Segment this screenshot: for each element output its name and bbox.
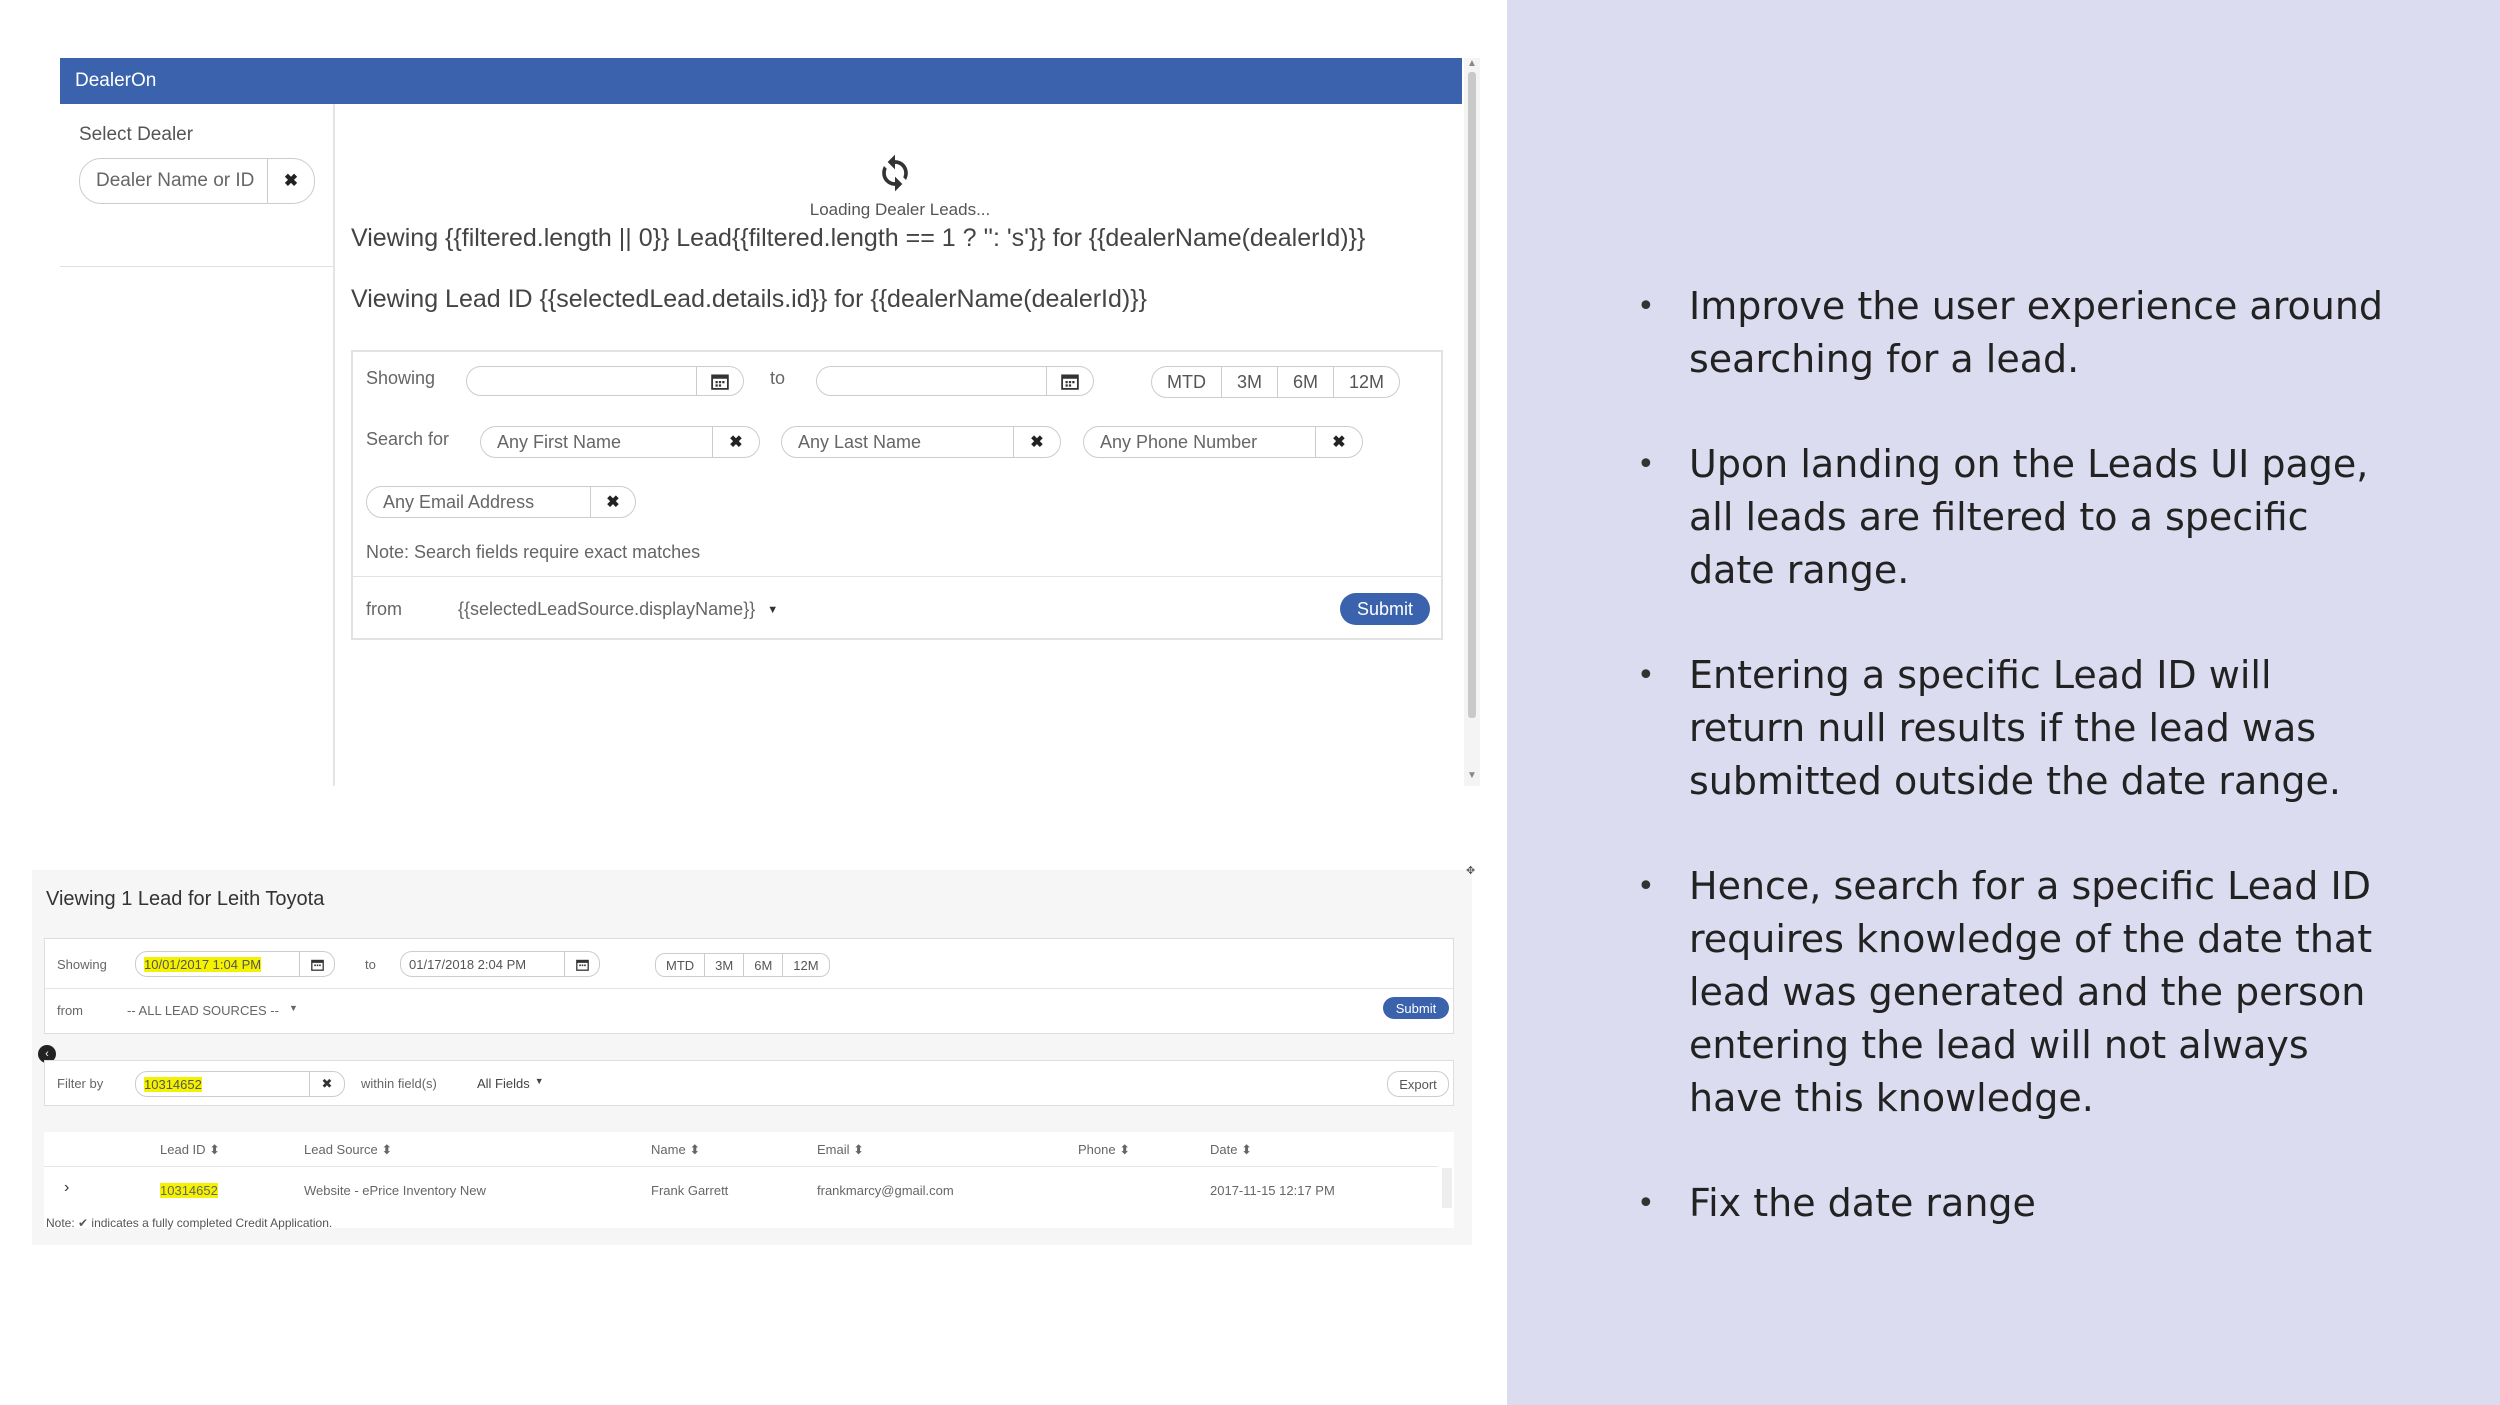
dealer-search-input[interactable]: Dealer Name or ID	[96, 170, 255, 191]
collapse-chevron-icon[interactable]: ‹	[38, 1045, 56, 1063]
viewing-leads-heading: Viewing {{filtered.length || 0}} Lead{{filtered.length == 1 ? '': 's'}} for {{dealerName(dealerId)}}	[351, 224, 1366, 252]
notes-panel	[1507, 0, 2500, 1405]
calendar-icon[interactable]	[1046, 367, 1093, 395]
showing-label: Showing	[366, 368, 436, 388]
phone-field[interactable]	[1083, 426, 1363, 458]
last-name-field[interactable]	[781, 426, 1061, 458]
clear-dealer-button[interactable]: ✖	[267, 159, 314, 203]
dealer-sidebar	[60, 104, 335, 786]
cell-date: 2017-11-15 12:17 PM	[1210, 1183, 1335, 1198]
end-date-value[interactable]: 01/17/2018 2:04 PM	[409, 956, 527, 972]
lead-source-value: -- ALL LEAD SOURCES --	[127, 1003, 279, 1018]
fields-value: All Fields	[477, 1076, 530, 1091]
note-item: • Fix the date range	[1637, 1177, 2397, 1230]
to-label: to	[770, 368, 786, 388]
exact-match-note: Note: Search fields require exact matches	[366, 542, 701, 562]
filter-divider	[45, 988, 1453, 989]
sort-icon: ⬍	[689, 1142, 701, 1157]
scroll-up-icon[interactable]: ▲	[1467, 58, 1477, 69]
clear-first-name-button[interactable]: ✖	[712, 427, 759, 457]
cell-lead-source: Website - ePrice Inventory New	[304, 1183, 486, 1198]
clear-filter-button[interactable]: ✖	[309, 1072, 344, 1096]
export-button[interactable]: Export	[1387, 1071, 1449, 1097]
caret-down-icon: ▼	[767, 603, 779, 616]
clear-phone-button[interactable]: ✖	[1315, 427, 1362, 457]
end-date-field[interactable]	[400, 951, 600, 977]
showing-label: Showing	[57, 957, 107, 972]
date-range-buttons	[1151, 366, 1400, 398]
range-mtd-button[interactable]: MTD	[1167, 371, 1206, 392]
caret-down-icon: ▼	[534, 1076, 544, 1086]
first-name-input[interactable]: Any First Name	[497, 431, 622, 452]
range-mtd-button[interactable]: MTD	[666, 957, 695, 973]
dealer-leads-screenshot	[60, 58, 1480, 786]
range-3m-button[interactable]: 3M	[704, 954, 743, 976]
results-title: Viewing 1 Lead for Leith Toyota	[46, 888, 325, 910]
note-item: • Upon landing on the Leads UI page, all leads are filtered to a specific date range.	[1637, 438, 2397, 597]
refresh-icon	[873, 151, 917, 195]
calendar-icon[interactable]	[299, 952, 334, 976]
note-item: • Entering a specific Lead ID will return null results if the lead was submitted outside the date range.	[1637, 649, 2397, 808]
col-lead-source[interactable]: Lead Source ⬍	[304, 1142, 393, 1157]
range-6m-button[interactable]: 6M	[743, 954, 782, 976]
lead-results-screenshot	[32, 865, 1476, 1245]
first-name-field[interactable]	[480, 426, 760, 458]
date-range-buttons	[655, 953, 830, 977]
lead-source-value: {{selectedLeadSource.displayName}}	[458, 599, 756, 619]
cell-name: Frank Garrett	[651, 1183, 729, 1198]
viewing-lead-id-heading: Viewing Lead ID {{selectedLead.details.id}} for {{dealerName(dealerId)}}	[351, 285, 1147, 313]
scroll-down-icon[interactable]: ▼	[1467, 770, 1477, 781]
table-row[interactable]	[44, 1168, 1438, 1208]
filter-by-box	[44, 1060, 1454, 1106]
range-3m-button[interactable]: 3M	[1221, 367, 1277, 397]
fields-dropdown[interactable]	[477, 1076, 544, 1091]
lead-source-dropdown[interactable]	[458, 599, 778, 620]
last-name-input[interactable]: Any Last Name	[798, 431, 922, 452]
dealer-search-field[interactable]	[79, 158, 315, 204]
email-input[interactable]: Any Email Address	[383, 491, 535, 512]
submit-button[interactable]: Submit	[1340, 593, 1430, 625]
credit-app-note: Note: ✔ indicates a fully completed Credit Application.	[46, 1216, 333, 1230]
vertical-scrollbar[interactable]	[1464, 58, 1480, 786]
results-table	[44, 1132, 1454, 1228]
filter-value-highlight: 10314652	[144, 1076, 202, 1092]
calendar-icon[interactable]	[564, 952, 599, 976]
filter-field[interactable]	[135, 1071, 345, 1097]
table-header-divider	[44, 1166, 1438, 1167]
from-label: from	[366, 599, 402, 619]
caret-down-icon: ▼	[288, 1003, 298, 1013]
col-email[interactable]: Email ⬍	[817, 1142, 865, 1157]
notes-list	[1637, 280, 2397, 1282]
end-date-field[interactable]	[816, 366, 1094, 396]
submit-button[interactable]: Submit	[1383, 997, 1449, 1019]
start-date-field[interactable]	[135, 951, 335, 977]
filter-by-label: Filter by	[57, 1076, 104, 1091]
col-date[interactable]: Date ⬍	[1210, 1142, 1252, 1157]
sort-icon: ⬍	[381, 1142, 393, 1157]
note-item: • Hence, search for a specific Lead ID requires knowledge of the date that lead was generated and the person entering the lead will not always have this knowledge.	[1637, 860, 2397, 1125]
to-label: to	[365, 957, 376, 972]
search-for-label: Search for	[366, 429, 450, 449]
table-scrollbar[interactable]	[1442, 1168, 1452, 1208]
search-panel	[351, 350, 1443, 640]
col-name[interactable]: Name ⬍	[651, 1142, 701, 1157]
sort-icon: ⬍	[1119, 1142, 1131, 1157]
sidebar-divider	[60, 266, 333, 267]
within-fields-label: within field(s)	[361, 1076, 437, 1091]
sort-icon: ⬍	[1241, 1142, 1252, 1157]
calendar-icon[interactable]	[696, 367, 743, 395]
date-filter-box	[44, 938, 1454, 1034]
email-field[interactable]	[366, 486, 636, 518]
filter-input[interactable]	[136, 1077, 309, 1092]
clear-last-name-button[interactable]: ✖	[1013, 427, 1060, 457]
sort-icon: ⬍	[209, 1142, 221, 1157]
col-phone[interactable]: Phone ⬍	[1078, 1142, 1131, 1157]
lead-id-highlight: 10314652	[160, 1183, 218, 1198]
app-header: DealerOn	[60, 58, 1462, 104]
note-item: • Improve the user experience around searching for a lead.	[1637, 280, 2397, 386]
range-6m-button[interactable]: 6M	[1277, 367, 1333, 397]
scroll-thumb[interactable]	[1468, 72, 1476, 718]
col-lead-id[interactable]: Lead ID ⬍	[160, 1142, 221, 1157]
clear-email-button[interactable]: ✖	[590, 487, 635, 517]
lead-source-dropdown[interactable]	[127, 1003, 298, 1018]
start-date-value[interactable]	[136, 957, 299, 972]
panel-divider	[353, 576, 1441, 577]
resize-handle-icon[interactable]: ✥	[1466, 865, 1476, 877]
loading-text: Loading Dealer Leads...	[809, 200, 991, 219]
sort-icon: ⬍	[853, 1142, 865, 1157]
cell-email: frankmarcy@gmail.com	[817, 1183, 954, 1198]
start-date-highlight: 10/01/2017 1:04 PM	[144, 956, 262, 972]
expand-row-icon[interactable]: ›	[64, 1179, 70, 1196]
range-12m-button[interactable]: 12M	[1333, 367, 1399, 397]
from-label: from	[57, 1003, 83, 1018]
cell-lead-id	[156, 1180, 222, 1201]
start-date-field[interactable]	[466, 366, 744, 396]
range-12m-button[interactable]: 12M	[782, 954, 828, 976]
select-dealer-label: Select Dealer	[79, 124, 194, 145]
phone-input[interactable]: Any Phone Number	[1100, 431, 1258, 452]
